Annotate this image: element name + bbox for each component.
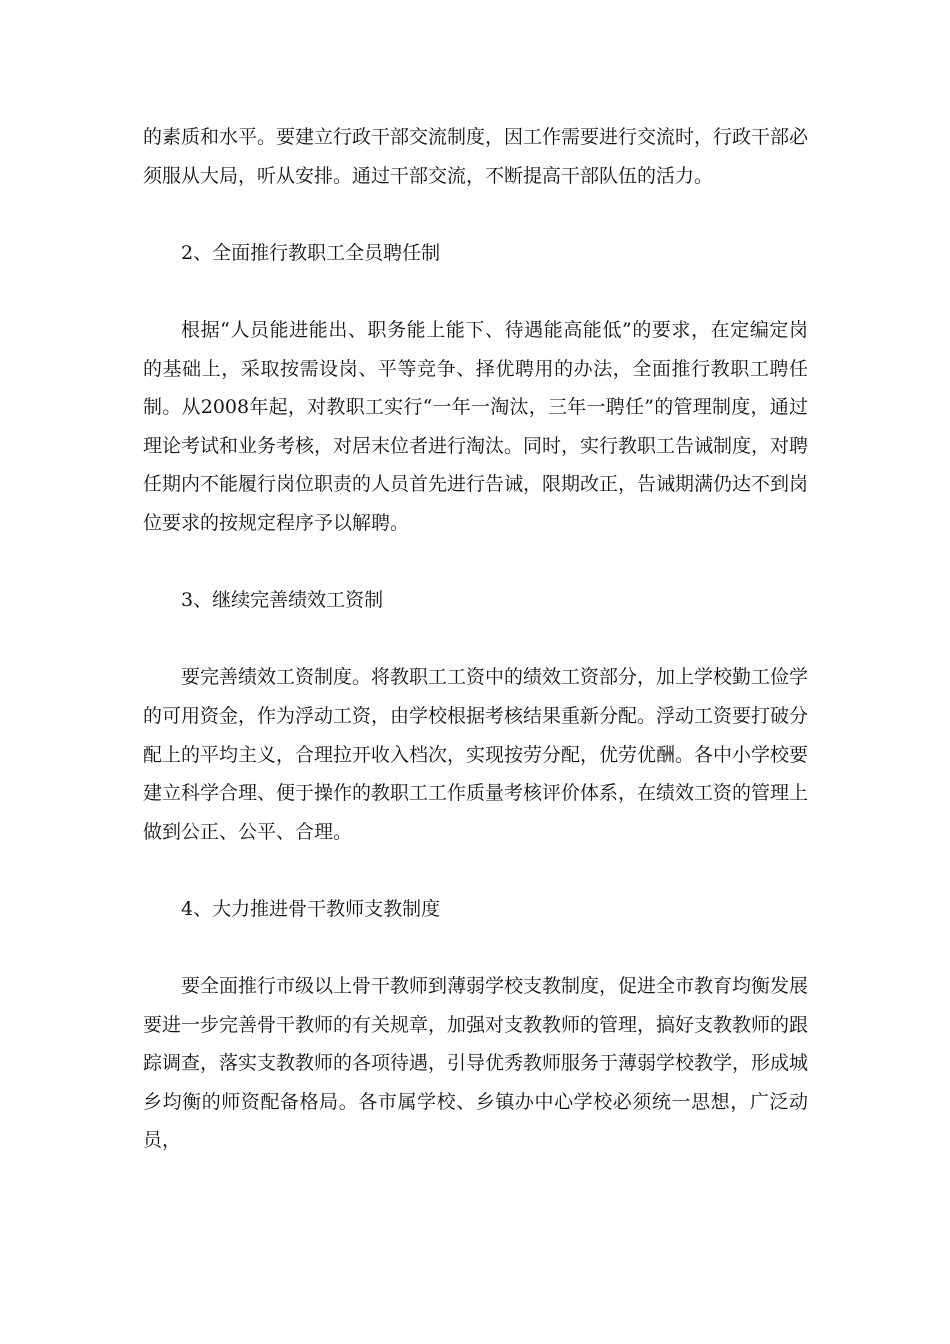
paragraph-section-4: 要全面推行市级以上骨干教师到薄弱学校支教制度，促进全市教育均衡发展要进一步完善骨干教师的有关规章，加强对支教教师的管理，搞好支教教师的跟踪调查，落实支教教师的各项待遇，引导优秀教师服务于薄弱学校教学，形成城乡均衡的师资配备格局。各市属学校、乡镇办中心学校必须统一思想，广泛动员， bbox=[143, 975, 809, 1152]
paragraph-continued: 的素质和水平。要建立行政干部交流制度，因工作需要进行交流时，行政干部必须服从大局，听从安排。通过干部交流，不断提高干部队伍的活力。 bbox=[143, 126, 809, 187]
document-body bbox=[143, 118, 808, 1199]
section-heading-4: 4、大力推进骨干教师支教制度 bbox=[181, 897, 441, 920]
section-heading-3: 3、继续完善绩效工资制 bbox=[181, 589, 384, 612]
paragraph-section-2: 根据“人员能进能出、职务能上能下、待遇能高能低”的要求，在定编定岗的基础上，采取按需设岗、平等竞争、择优聘用的办法，全面推行教职工聘任制。从2008年起，对教职工实行“一年一淘汰，三年一聘任”的管理制度，通过理论考试和业务考核，对居末位者进行淘汰。同时，实行教职工告诫制度，对聘任期内不能履行岗位职责的人员首先进行告诫，限期改正，告诫期满仍达不到岗位要求的按规定程序予以解聘。 bbox=[143, 318, 809, 534]
section-heading-2: 2、全面推行教职工全员聘任制 bbox=[181, 241, 441, 264]
paragraph-section-3: 要完善绩效工资制度。将教职工工资中的绩效工资部分，加上学校勤工俭学的可用资金，作为浮动工资，由学校根据考核结果重新分配。浮动工资要打破分配上的平均主义，合理拉开收入档次，实现按劳分配，优劳优酬。各中小学校要建立科学合理、便于操作的教职工工作质量考核评价体系，在绩效工资的管理上做到公正、公平、合理。 bbox=[143, 666, 809, 843]
